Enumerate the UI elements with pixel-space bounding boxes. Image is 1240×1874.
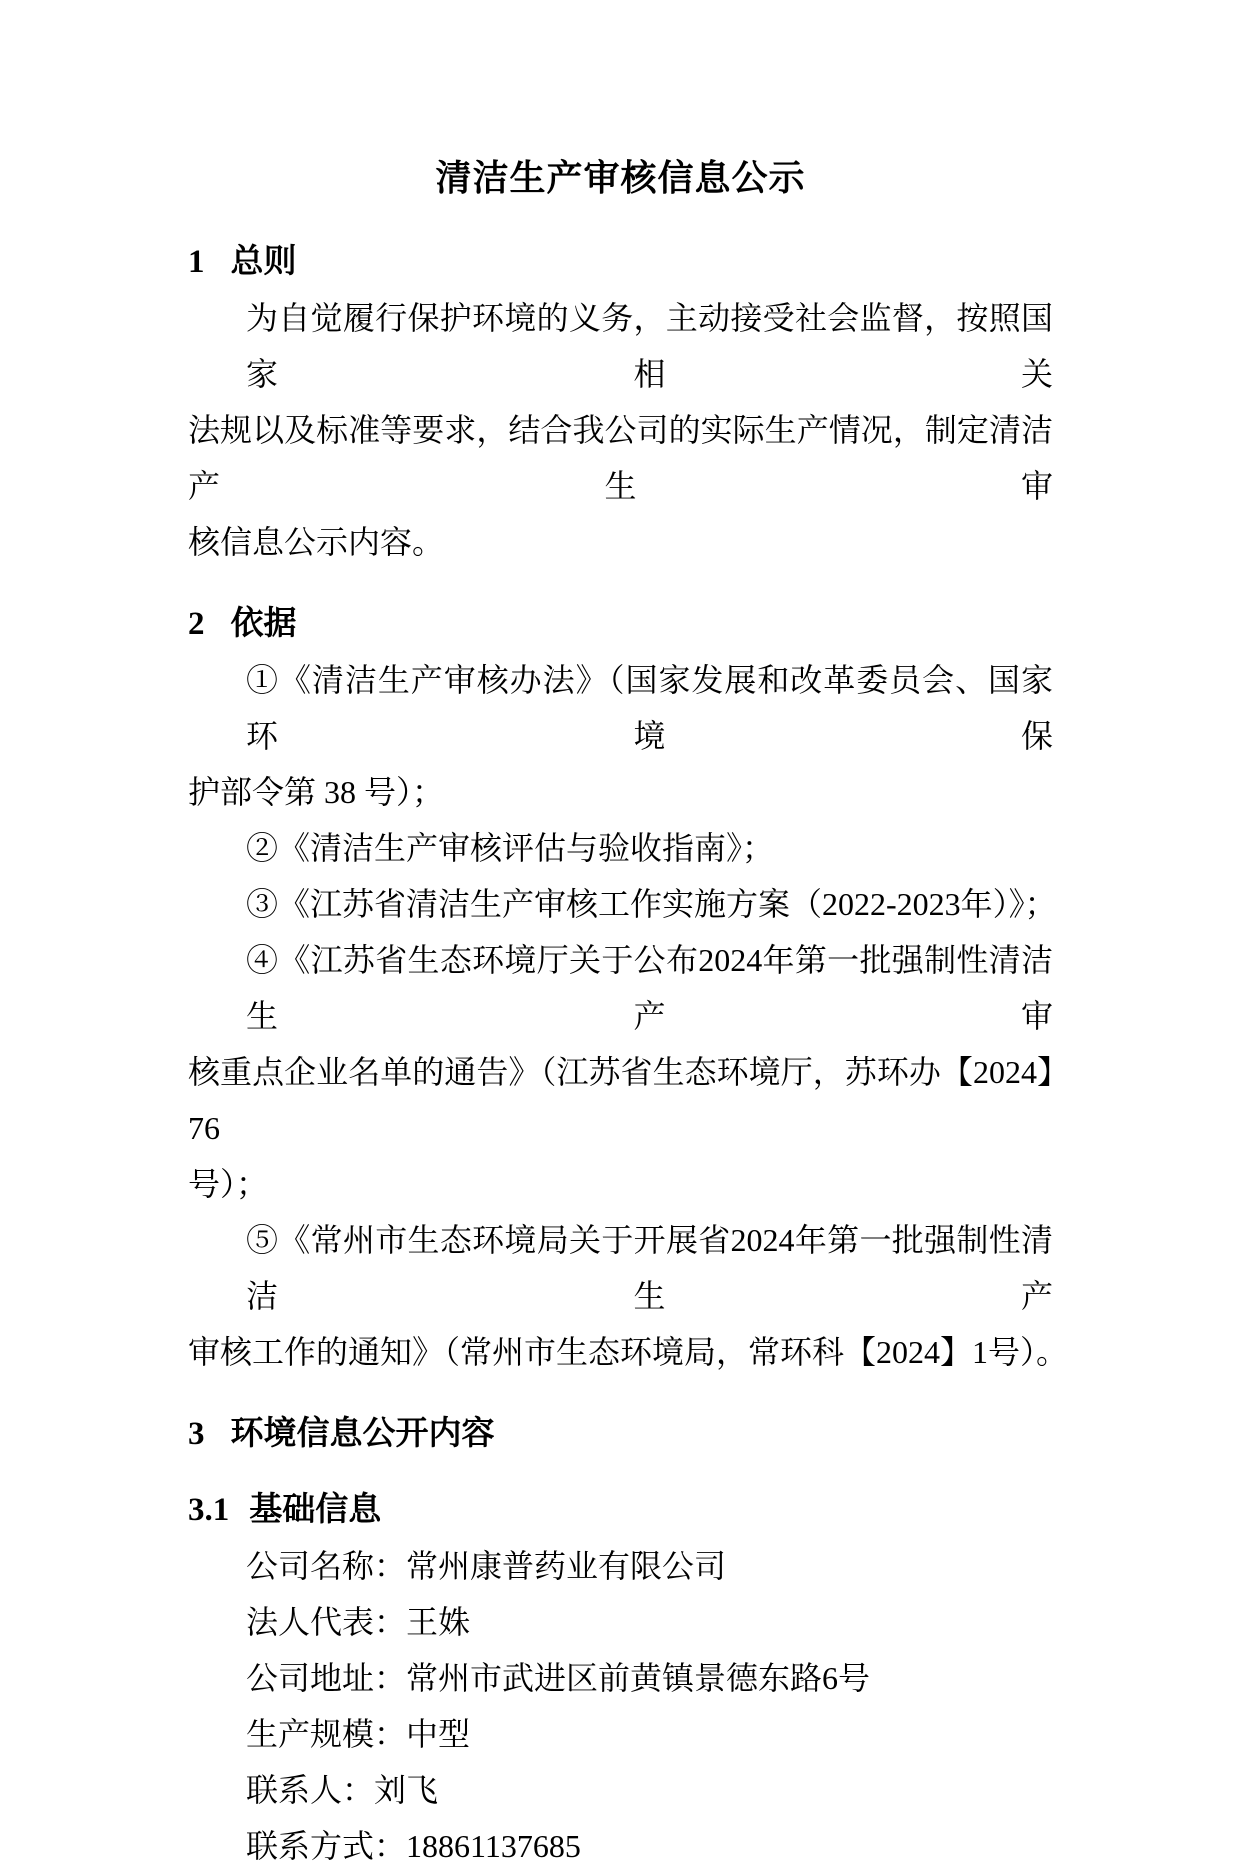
field-label: 生产规模: [246, 1716, 375, 1752]
info-field-legal-representative: [188, 1594, 1053, 1650]
section-3-1-title: 基础信息: [249, 1492, 382, 1528]
info-field-contact-phone: [188, 1818, 1053, 1874]
reference-item-1-line: 护部令第 38 号）；: [188, 774, 445, 810]
reference-item-5-line: 审核工作的通知》（常州市生态环境局，常环科【2024】1号）。: [188, 1334, 1069, 1370]
info-field-company-address: [188, 1650, 1053, 1706]
field-label: 公司名称: [246, 1548, 375, 1584]
field-label: 公司地址: [246, 1660, 375, 1696]
section-2-number: 2: [188, 606, 205, 642]
reference-item-2-line: ②《清洁生产审核评估与验收指南》；: [246, 830, 775, 866]
field-value: 常州市武进区前黄镇景德东路6号: [406, 1660, 871, 1696]
section-1-heading: [188, 234, 1053, 290]
section-3-number: 3: [188, 1416, 205, 1452]
section-1-paragraph-line: 为自觉履行保护环境的义务，主动接受社会监督，按照国家相关: [246, 300, 1053, 392]
info-field-production-scale: [188, 1706, 1053, 1762]
section-2-title: 依据: [230, 606, 297, 642]
section-2-heading: [188, 596, 1053, 652]
reference-item-5-line: ⑤《常州市生态环境局关于开展省2024年第一批强制性清洁生产: [246, 1222, 1053, 1314]
field-label: 法人代表: [246, 1604, 375, 1640]
field-label: 联系方式: [246, 1828, 375, 1864]
reference-item-4-line: 核重点企业名单的通告》（江苏省生态环境厅，苏环办【2024】76: [188, 1054, 1053, 1146]
info-field-company-name: [188, 1538, 1053, 1594]
section-1-title: 总则: [230, 244, 297, 280]
reference-item-4-line: ④《江苏省生态环境厅关于公布2024年第一批强制性清洁生产审: [246, 942, 1053, 1034]
field-label: 联系人: [246, 1772, 343, 1808]
field-value: 王姝: [406, 1604, 471, 1640]
field-colon: ：: [374, 1716, 407, 1752]
section-1-paragraph-line: 法规以及标准等要求，结合我公司的实际生产情况，制定清洁产生审: [188, 412, 1053, 504]
field-colon: ：: [374, 1548, 407, 1584]
field-colon: ：: [374, 1604, 407, 1640]
reference-item-1-line: ①《清洁生产审核办法》（国家发展和改革委员会、国家环境保: [246, 662, 1053, 754]
section-1-paragraph-line: 核信息公示内容。: [188, 524, 445, 560]
field-colon: ：: [374, 1828, 407, 1864]
field-value: 中型: [406, 1716, 471, 1752]
doc-title: 清洁生产审核信息公示: [435, 158, 806, 198]
field-value: 刘飞: [374, 1772, 439, 1808]
info-field-contact-person: [188, 1762, 1053, 1818]
field-value: 18861137685: [406, 1828, 581, 1864]
field-colon: ：: [342, 1772, 375, 1808]
reference-item-4-line: 号）；: [188, 1166, 269, 1202]
reference-item-3-line: ③《江苏省清洁生产审核工作实施方案（2022-2023年）》；: [246, 886, 1057, 922]
section-3-1-heading: [188, 1482, 1053, 1538]
section-3-heading: [188, 1406, 1053, 1462]
section-3-1-number: 3.1: [188, 1492, 230, 1528]
field-colon: ：: [374, 1660, 407, 1696]
section-3-title: 环境信息公开内容: [230, 1416, 495, 1452]
section-1-number: 1: [188, 244, 205, 280]
field-value: 常州康普药业有限公司: [406, 1548, 727, 1584]
